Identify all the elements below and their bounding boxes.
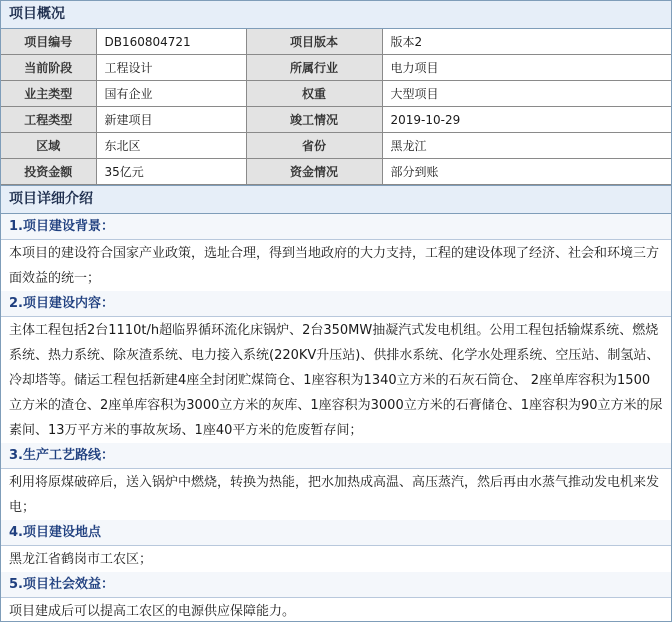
field-label: 工程类型 <box>1 107 96 133</box>
field-value: 黑龙江 <box>382 133 671 159</box>
field-label: 区域 <box>1 133 96 159</box>
details-body <box>1 214 671 624</box>
field-label: 所属行业 <box>246 55 382 81</box>
field-label: 项目版本 <box>246 29 382 55</box>
field-label: 当前阶段 <box>1 55 96 81</box>
overview-row <box>1 81 671 107</box>
overview-row <box>1 133 671 159</box>
detail-text: 利用将原煤破碎后，送入锅炉中燃烧，转换为热能，把水加热成高温、高压蒸汽，然后再由水蒸气推动发电机来发电； <box>9 475 660 515</box>
field-label: 资金情况 <box>246 159 382 185</box>
field-value: 部分到账 <box>382 159 671 185</box>
field-value: 电力项目 <box>382 55 671 81</box>
detail-text: 项目建成后可以提高工农区的电源供应保障能力。 <box>9 604 296 619</box>
overview-row <box>1 29 671 55</box>
field-label: 项目编号 <box>1 29 96 55</box>
field-value: 版本2 <box>382 29 671 55</box>
field-value: 东北区 <box>96 133 246 159</box>
detail-heading: 2.项目建设内容： <box>1 291 671 317</box>
overview-row <box>1 159 671 185</box>
field-value: 35亿元 <box>96 159 246 185</box>
field-value: 工程设计 <box>96 55 246 81</box>
field-label: 业主类型 <box>1 81 96 107</box>
detail-heading: 4.项目建设地点 <box>1 520 671 546</box>
detail-text: 本项目的建设符合国家产业政策，选址合理，得到当地政府的大力支持，工程的建设体现了经济、社会和环境三方面效益的统一； <box>9 246 660 286</box>
detail-heading: 5.项目社会效益： <box>1 572 671 598</box>
detail-text: 黑龙江省鹤岗市工农区； <box>9 552 153 567</box>
detail-heading: 1.项目建设背景： <box>1 214 671 240</box>
overview-heading: 项目概况 <box>1 1 671 29</box>
detail-text: 主体工程包括2台1110t/h超临界循环流化床锅炉、2台350MW抽凝汽式发电机组。公用工程包括输煤系统、燃烧系统、热力系统、除灰渣系统、电力接入系统(220KV升压站)、供排水系统、化学水处理系统、空压站、制氢站、冷却塔等。储运工程包括新建4座全封闭贮煤筒仓、1座容积为1340立方米的石灰石筒仓、 2座单库容积为1500立方米的渣仓、2座单库容积为3000立方米的灰库、1座容积为3000立方米的石膏储仓、1座容积为90立方米的尿素间、13万平方米的事故灰场、1座40平方米的危废暂存间； <box>9 323 663 438</box>
field-value: 2019-10-29 <box>382 107 671 133</box>
details-heading: 项目详细介绍 <box>1 185 671 214</box>
overview-row <box>1 107 671 133</box>
field-value: 大型项目 <box>382 81 671 107</box>
field-label: 投资金额 <box>1 159 96 185</box>
field-value: 新建项目 <box>96 107 246 133</box>
overview-table <box>1 29 671 185</box>
field-label: 竣工情况 <box>246 107 382 133</box>
detail-heading: 3.生产工艺路线： <box>1 443 671 469</box>
field-label: 权重 <box>246 81 382 107</box>
overview-row <box>1 55 671 81</box>
field-value: DB160804721 <box>96 29 246 55</box>
field-label: 省份 <box>246 133 382 159</box>
field-value: 国有企业 <box>96 81 246 107</box>
